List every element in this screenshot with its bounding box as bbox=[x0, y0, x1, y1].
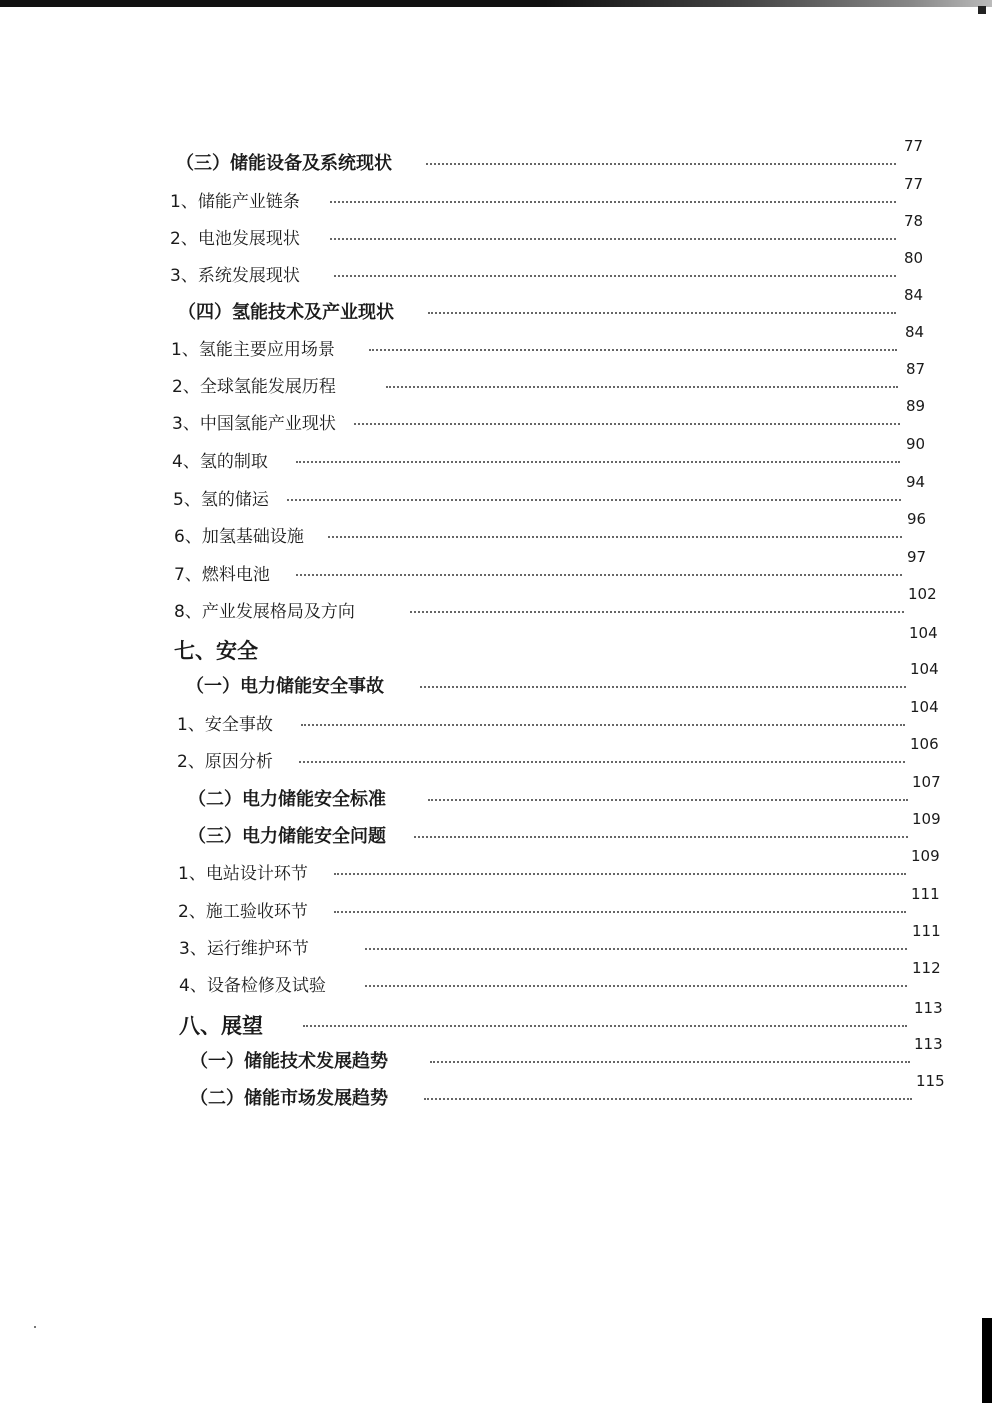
toc-entry[interactable] bbox=[178, 885, 940, 927]
toc-entry-page: 112 bbox=[912, 959, 941, 977]
toc-entry[interactable] bbox=[179, 999, 943, 1041]
toc-leader bbox=[299, 761, 905, 763]
toc-entry-title: 八、展望 bbox=[179, 1014, 263, 1038]
toc-entry-page: 106 bbox=[910, 735, 939, 753]
toc-entry-title: 3、中国氢能产业现状 bbox=[172, 414, 336, 434]
toc-leader bbox=[354, 423, 900, 425]
toc-entry-page: 109 bbox=[912, 810, 941, 828]
toc-entry-title: （四）氢能技术及产业现状 bbox=[178, 302, 394, 323]
toc-entry[interactable] bbox=[170, 175, 924, 217]
toc-leader bbox=[296, 461, 900, 463]
toc-entry-page: 87 bbox=[906, 360, 926, 378]
toc-entry-title: 2、原因分析 bbox=[177, 752, 273, 772]
toc-leader bbox=[430, 1061, 910, 1063]
toc-entry-page: 111 bbox=[912, 922, 941, 940]
toc-entry-title: 4、氢的制取 bbox=[172, 452, 268, 472]
toc-entry-page: 97 bbox=[907, 548, 927, 566]
toc-entry[interactable] bbox=[178, 286, 930, 328]
toc-entry[interactable] bbox=[188, 773, 941, 815]
toc-entry[interactable] bbox=[172, 360, 926, 402]
toc-entry[interactable] bbox=[174, 585, 937, 627]
toc-entry[interactable] bbox=[179, 922, 941, 964]
toc-leader bbox=[420, 686, 906, 688]
toc-entry[interactable] bbox=[190, 1072, 945, 1114]
toc-leader bbox=[369, 349, 897, 351]
toc-entry-title: （一）储能技术发展趋势 bbox=[190, 1051, 388, 1072]
toc-entry[interactable] bbox=[172, 397, 926, 439]
toc-entry-page: 89 bbox=[906, 397, 926, 415]
toc-entry-page: 77 bbox=[904, 137, 924, 155]
toc-entry-page: 104 bbox=[910, 660, 939, 678]
toc-entry-title: 6、加氢基础设施 bbox=[174, 527, 304, 547]
toc-entry-page: 96 bbox=[907, 510, 927, 528]
toc-entry-title: 3、运行维护环节 bbox=[179, 939, 309, 959]
toc-entry[interactable] bbox=[170, 249, 924, 291]
toc-entry-title: 1、储能产业链条 bbox=[170, 192, 300, 212]
toc-entry-title: 1、电站设计环节 bbox=[178, 864, 308, 884]
toc-entry-page: 90 bbox=[906, 435, 926, 453]
toc-leader bbox=[334, 275, 896, 277]
toc-leader bbox=[428, 799, 908, 801]
toc-entry[interactable] bbox=[190, 1035, 943, 1077]
toc-leader bbox=[303, 1025, 907, 1027]
toc-entry[interactable] bbox=[173, 473, 926, 515]
toc-leader bbox=[365, 948, 907, 950]
toc-entry[interactable] bbox=[186, 660, 939, 702]
toc-entry-title: 1、氢能主要应用场景 bbox=[171, 340, 335, 360]
toc-entry[interactable] bbox=[174, 510, 927, 552]
toc-leader bbox=[386, 386, 898, 388]
toc-leader bbox=[424, 1098, 912, 1100]
toc-entry[interactable] bbox=[177, 735, 939, 777]
toc-leader bbox=[414, 836, 908, 838]
toc-entry-page: 104 bbox=[910, 698, 939, 716]
toc-entry-title: 7、燃料电池 bbox=[174, 565, 270, 585]
toc-entry[interactable] bbox=[178, 847, 940, 889]
toc-entry-title: （二）储能市场发展趋势 bbox=[190, 1088, 388, 1109]
toc-entry-page: 94 bbox=[906, 473, 926, 491]
toc-entry-page: 111 bbox=[911, 885, 940, 903]
toc-entry-title: （二）电力储能安全标准 bbox=[188, 789, 386, 810]
toc-entry-title: 2、全球氢能发展历程 bbox=[172, 377, 336, 397]
toc-entry-page: 77 bbox=[904, 175, 924, 193]
toc-entry-page: 104 bbox=[909, 624, 938, 642]
toc-entry-title: （三）电力储能安全问题 bbox=[188, 826, 386, 847]
toc-entry-page: 102 bbox=[908, 585, 937, 603]
toc-entry[interactable] bbox=[170, 212, 924, 254]
toc-entry-title: 1、安全事故 bbox=[177, 715, 273, 735]
toc-entry[interactable] bbox=[174, 548, 927, 590]
toc-leader bbox=[330, 238, 896, 240]
toc-entry-page: 84 bbox=[905, 323, 925, 341]
toc-entry-page: 113 bbox=[914, 999, 943, 1017]
toc-entry-title: 2、施工验收环节 bbox=[178, 902, 308, 922]
toc-entry[interactable] bbox=[176, 137, 928, 179]
toc-entry-page: 84 bbox=[904, 286, 924, 304]
toc-leader bbox=[334, 911, 906, 913]
toc-entry-title: （三）储能设备及系统现状 bbox=[176, 153, 392, 174]
toc-entry-title: 4、设备检修及试验 bbox=[179, 976, 326, 996]
toc-leader bbox=[428, 312, 896, 314]
toc-leader bbox=[410, 611, 904, 613]
toc-leader bbox=[426, 163, 896, 165]
toc-entry-title: 七、安全 bbox=[174, 639, 258, 663]
toc-leader bbox=[330, 201, 896, 203]
toc-entry-title: （一）电力储能安全事故 bbox=[186, 676, 384, 697]
toc-entry[interactable] bbox=[188, 810, 941, 852]
toc-leader bbox=[287, 499, 901, 501]
toc-entry-page: 78 bbox=[904, 212, 924, 230]
toc-leader bbox=[334, 873, 906, 875]
toc-entry-title: 2、电池发展现状 bbox=[170, 229, 300, 249]
toc-entry-title: 3、系统发展现状 bbox=[170, 266, 300, 286]
toc-leader bbox=[296, 574, 902, 576]
toc-entry-page: 115 bbox=[916, 1072, 945, 1090]
toc-entry[interactable] bbox=[171, 323, 925, 365]
toc-entry-page: 80 bbox=[904, 249, 924, 267]
toc-entry[interactable] bbox=[179, 959, 941, 1001]
toc-entry-page: 109 bbox=[911, 847, 940, 865]
toc-entry-page: 113 bbox=[914, 1035, 943, 1053]
toc-leader bbox=[328, 536, 902, 538]
toc-leader bbox=[365, 985, 907, 987]
toc-entry-page: 107 bbox=[912, 773, 941, 791]
toc-entry[interactable] bbox=[174, 624, 938, 666]
toc-entry[interactable] bbox=[177, 698, 939, 740]
toc-entry[interactable] bbox=[172, 435, 926, 477]
toc-entry-title: 8、产业发展格局及方向 bbox=[174, 602, 355, 622]
toc-entry-title: 5、氢的储运 bbox=[173, 490, 269, 510]
toc-leader bbox=[301, 724, 905, 726]
